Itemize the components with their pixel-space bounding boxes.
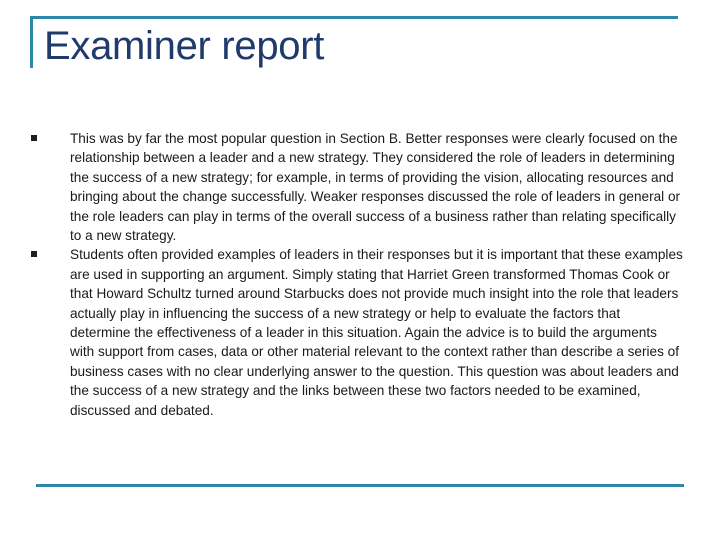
bullet-item xyxy=(28,129,684,245)
title-frame-left-line xyxy=(30,16,33,68)
bullet-text: Students often provided examples of leaders in their responses but it is important that these examples are used in supporting an argument. Simply stating that Harriet Green transformed Thomas Cook or that Howard Schultz turned around Starbucks does not provide much insight into the role that leaders actually play in influencing the success of a new strategy or help to evaluate the factors that determine the effectiveness of a leader in this situation. Again the advice is to build the arguments with support from cases, data or other material relevant to the context rather than describe a series of business cases with no clear underlying answer to the question. This question was about leaders and the success of a new strategy and the links between these two factors needed to be examined, discussed and debated. xyxy=(70,247,683,418)
bullet-list xyxy=(28,129,684,420)
square-bullet-icon xyxy=(31,135,37,141)
square-bullet-icon xyxy=(31,251,37,257)
bullet-item xyxy=(28,245,684,420)
footer-rule xyxy=(36,484,684,487)
bullet-text: This was by far the most popular question in Section B. Better responses were clearly focused on the relationship between a leader and a new strategy. They considered the role of leaders in determining the success of a new strategy; for example, in terms of providing the vision, allocating resources and bringing about the change successfully. Weaker responses discussed the role of leaders in general or the role leaders can play in terms of the overall success of a business rather than relating specifically to a new strategy. xyxy=(70,131,681,244)
title-frame-top-line xyxy=(30,16,678,19)
slide-title: Examiner report xyxy=(44,24,325,68)
